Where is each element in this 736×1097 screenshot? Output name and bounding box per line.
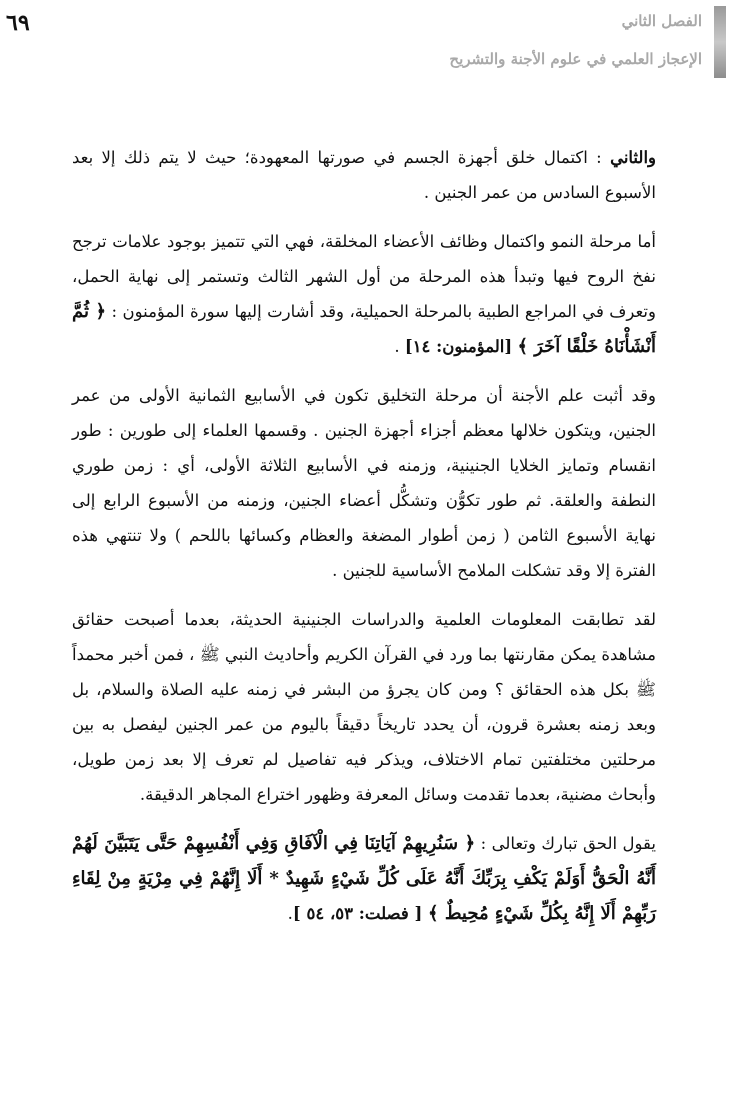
paragraph-text: أما مرحلة النمو واكتمال وظائف الأعضاء المخلقة، فهي التي تتميز بوجود علامات ترجح نفخ الروح فيها وتبدأ هذه المرحلة من أول الشهر الثالث وتستمر إلى نهاية الحمل، وتعرف في المراجع الطبية بالمرحلة الحميلية، وقد أشارت إليها سورة المؤمنون : xyxy=(72,232,656,321)
paragraph-intro: يقول الحق تبارك وتعالى : xyxy=(475,834,656,853)
paragraph-text: وقد أثبت علم الأجنة أن مرحلة التخليق تكون في الأسابيع الثمانية الأولى من عمر الجنين، ويتكون خلالها معظم أجزاء أجهزة الجنين . وقسمها العلماء إلى طورين : طور انقسام وتمايز الخلايا الجنينية، وزمنه في الأسابيع الثلاثة الأولى، أي : زمن طوري النطفة والعلقة. ثم طور تكوُّن وتشكُّل أعضاء الجنين، وزمنه من الأسبوع الرابع إلى نهاية الأسبوع الثامن ( زمن أطوار المضغة والعظام وكسائها باللحم ) ولا تنتهي هذه الفترة إلا وقد تشكلت الملامح الأساسية للجنين . xyxy=(72,386,656,580)
paragraph-2 xyxy=(72,224,656,364)
paragraph-text: : اكتمال خلق أجهزة الجسم في صورتها المعهودة؛ حيث لا يتم ذلك إلا بعد الأسبوع السادس من عمر الجنين . xyxy=(72,148,656,202)
verse-reference: [ فصلت: ٥٣، ٥٤ ] xyxy=(292,904,429,923)
header-decorative-bar xyxy=(714,6,726,78)
paragraph-lead-word: والثاني xyxy=(610,148,656,167)
paragraph-3 xyxy=(72,378,656,588)
verse-reference: [المؤمنون: ١٤] xyxy=(404,337,513,356)
page-header xyxy=(0,0,736,90)
quran-verse: ﴿ سَنُرِيهِمْ آيَاتِنَا فِي الْآفَاقِ وَفِي أَنْفُسِهِمْ حَتَّى يَتَبَيَّنَ لَهُمْ أَنَّهُ الْحَقُّ أَوَلَمْ يَكْفِ بِرَبِّكَ أَنَّهُ عَلَى كُلِّ شَيْءٍ شَهِيدٌ * أَلَا إِنَّهُمْ فِي مِرْيَةٍ مِنْ لِقَاءِ رَبِّهِمْ أَلَا إِنَّهُ بِكُلِّ شَيْءٍ مُحِيطٌ ﴾ xyxy=(72,833,656,924)
chapter-subtitle: الإعجاز العلمي في علوم الأجنة والتشريح xyxy=(449,50,702,68)
paragraph-tail: . xyxy=(287,904,293,923)
chapter-title: الفصل الثاني xyxy=(621,12,702,30)
paragraph-1 xyxy=(72,140,656,210)
paragraph-tail: . xyxy=(394,337,405,356)
quran-verse: ﴿ ثُمَّ أَنْشَأْنَاهُ خَلْقًا آخَرَ ﴾ xyxy=(72,301,656,357)
paragraph-text: لقد تطابقت المعلومات العلمية والدراسات الجنينية الحديثة، بعدما أصبحت حقائق مشاهدة يمكن مقارنتها بما ورد في القرآن الكريم وأحاديث النبي ﷺ ، فمن أخبر محمداً ﷺ بكل هذه الحقائق ؟ ومن كان يجرؤ من البشر في زمنه عليه الصلاة والسلام، بل وبعد زمنه بعشرة قرون، أن يحدد تاريخاً دقيقاً باليوم من عمر الجنين ليفصل به بين مرحلتين مختلفتين تمام الاختلاف، ويذكر فيه تفاصيل لم تعرف إلا بعد زمن طويل، وأبحاث مضنية، بعدما تقدمت وسائل المعرفة وظهور اختراع المجاهر الدقيقة. xyxy=(72,610,656,804)
paragraph-4 xyxy=(72,602,656,812)
paragraph-5 xyxy=(72,826,656,931)
page-body xyxy=(72,140,656,945)
page-number: ٦٩ xyxy=(6,10,30,36)
